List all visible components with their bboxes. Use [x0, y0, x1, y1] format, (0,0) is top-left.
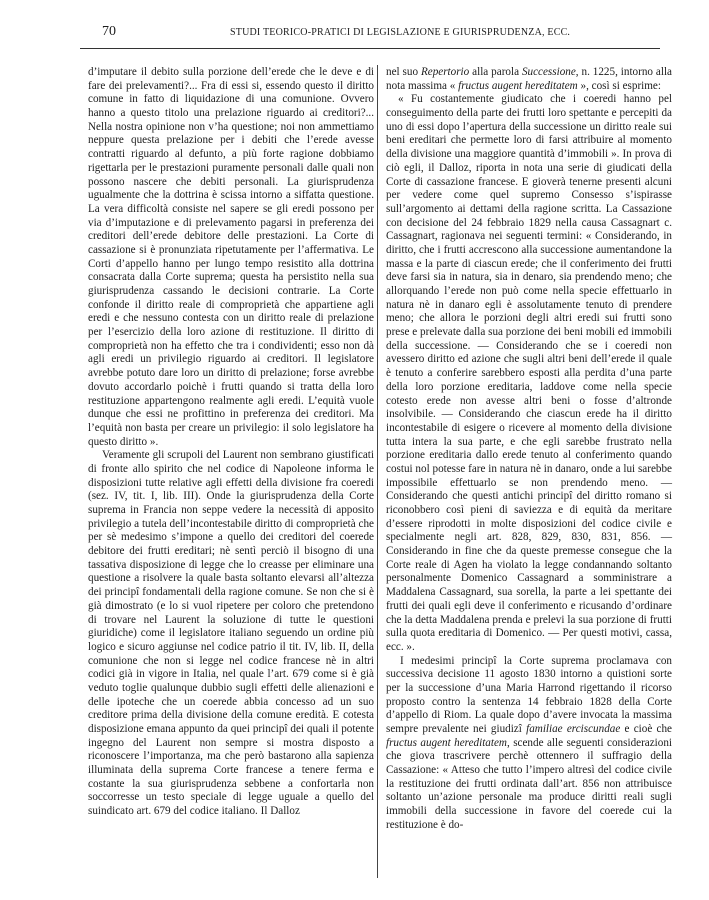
page-number: 70 — [102, 24, 116, 39]
text-run: , n. 1225, intorno alla nota massima « — [386, 66, 672, 92]
right-paragraph-2: « Fu costantemente giudicato che i coeredi hanno pel conseguimento della parte dei frutti loro spettante e percepiti da uno di essi dopo l’apertura della successione un diritto reale sui beni ereditari che permette loro di farsi attribuire al momento della divisione una maggiore quantità d’immobili ». In prova di ciò egli, il Dalloz, riporta in nota una serie di giudicati della Corte di cassazione francese. E gioverà tenerne presenti alcuni per vedere come quel supremo Consesso s’ispirasse sull’argomento ai dettami della ragione scritta. La Cassazione con decisione del 24 febbraio 1829 nella causa Cassagnart c. Cassagnart, ragionava nei seguenti termini: « Considerando, in diritto, che i frutti accrescono alla successione aumentandone la massa e la parte di ciascun erede; che il conferimento dei frutti deve farsi sia in natura, sia in denaro, sia prendendo meno; che allorquando l’erede non può come nella specie effettuarlo in natura nè in danaro egli è assolutamente tenuto di prendere meno; che allora le porzioni degli altri eredi sui frutti sono prese e prelevate dalla sua porzione dei beni mobili ed immobili della successione. — Considerando che se i coeredi non avessero diritto ed azione che sugli altri beni dell’erede il quale è tenuto a conferire sarebbero esposti alla perdita d’una parte della loro porzione ereditaria, laddove come nella specie cotesto erede non avesse altri beni o fosse d’altronde insolvibile. — Considerando che ciascun erede ha il diritto incontestabile di esigere o ricevere al momento della divisione tutta intera la sua parte, e che egli sarebbe frustrato nella porzione ereditaria dallo erede tenuto al conferimento quando costui nol potesse fare in natura nè in danaro, onde a lui sarebbe impossibile effettuarlo se non prendendo meno. — Considerando che questi antichi principî del diritto romano si riconobbero così pieni di saviezza e di equità da meritare d’essere riprodotti in molte disposizioni del codice civile e specialmente negli art. 828, 829, 830, 831, 856. — Considerando in fine che da queste premesse consegue che la Corte reale di Agen ha violato la legge condannando soltanto personalmente Domenico Cassagnard a somministrare a Maddalena Cassagnard, sua sorella, la parte a lei spettante dei frutti dei quali egli deve il conferimento e ricusando d’ordinare che la detta Maddalena prenda e prelevi la sua porzione di frutti sulla quota ereditaria di Domenico. — Per questi motivi, cassa, ecc. ». — [386, 93, 672, 653]
latin-maxim: fructus augent hereditatem — [386, 736, 507, 749]
text-run: I medesimi principî la Corte suprema proclamava con successiva decisione 11 agosto 1830 intorno a quistioni sorte per la successione d’una Maria Harrond rigettando il ricorso proposto contro la sentenza 14 febbraio 1828 della Corte d’appello di Riom. La quale dopo d’avere invocata la massima sempre prevalente nei giudizî — [386, 654, 672, 735]
latin-maxim: familiae erciscundae — [526, 723, 621, 735]
text-run: e cioè che — [620, 723, 672, 735]
right-paragraph-1 — [386, 66, 672, 93]
latin-maxim: fructus augent hereditatem — [458, 79, 578, 92]
right-paragraph-3 — [386, 655, 672, 833]
italic-reference: Repertorio — [420, 66, 470, 78]
text-run: , scende alle seguenti considerazioni che giova trascrivere perchè ottennero il suffragio della Cassazione: « Atteso che tutto l’impero altresì del codice civile la restituzione dei frutti ordinata dall’art. 856 non attribuisce soltanto un’azione personale ma produce diritti reali sugli immobili della successione in favore del coerede cui la restituzione è do- — [386, 736, 673, 831]
column-separator — [377, 65, 378, 878]
text-run: alla parola — [469, 66, 522, 78]
page-header — [80, 24, 640, 42]
left-paragraph-1: d’imputare il debito sulla porzione dell’erede che le deve e di fare dei prelevamenti?... Fra di essi si, essendo questo il diritto comune in fatto di liquidazione di una comunione. Ovvero hanno a questo titolo una prelazione riguardo ai creditori?... Nella nostra opinione non v’ha questione; noi non ammettiamo neppure questa prelazione per i debiti che l’erede avesse contratti riguardo al defunto, a più forte ragione dobbiamo rigettarla per le prestazioni puramente personali dalle quali non possono nascere che debiti personali. La giurisprudenza ugualmente che la dottrina è scissa intorno a siffatta questione. La vera difficoltà consiste nel sapere se gli eredi possono per via d’imputazione e di prelevamento pagarsi in preferenza dei creditori dell’erede debitore delle prestazioni. La Corte di cassazione si è pronunziata ripetutamente per l’affermativa. Le Corti d’appello hanno per lungo tempo resistito alla dottrina consacrata dalla Corte suprema; questa ha persistito nella sua giurisprudenza cassando le decisioni contrarie. La Corte confonde il diritto reale di comproprietà che appartiene agli eredi e che nessuno contesta con un diritto reale di prelazione per l’esercizio della loro azione di restituzione. Il diritto di comproprietà non ha effetto che tra i condividenti; esso non dà agli eredi un privilegio riguardo ai creditori. Il legislatore avrebbe potuto dare loro un diritto di prelazione; forse avrebbe dovuto accordarlo poichè i frutti quando si tratta della loro restituzione appartengono realmente agli eredi. L’equità vuole dunque che essi ne profittino in preferenza dei creditori. Ma l’equità non basta per creare un privilegio: il solo legislatore ha questo diritto ». — [88, 66, 374, 448]
right-column — [386, 66, 672, 833]
left-column — [88, 66, 374, 819]
header-rule — [80, 48, 660, 49]
italic-reference: Successione — [521, 66, 576, 78]
left-paragraph-2: Veramente gli scrupoli del Laurent non sembrano giustificati di fronte allo spirito che nel codice di Napoleone informa le disposizioni tutte relative agli effetti della divisione fra coeredi (sez. IV, tit. I, lib. III). Onde la giurisprudenza della Corte suprema in Francia non seppe vedere la necessità di apposito privilegio a tutela dell’incontestabile diritto di comproprietà che per sè medesimo s’impone a quello dei creditori del coerede debitore dei frutti ereditari; nè sentì perciò il bisogno di una tassativa disposizione di legge che lo creasse per eliminare una questione a risolvere la quale basta soltanto elevarsi all’altezza dei principî fondamentali della ragione comune. Se non che si è già dimostrato (e lo si vuol ripetere per coloro che pretendono di trovare nel Laurent la soluzione di tutte le questioni giuridiche) come il legislatore italiano seguendo un ordine più logico e sicuro aggiunse nel codice patrio il tit. IV, lib. II, della comunione che non si legge nel codice francese nè in altri codici già in vigore in Italia, nel quale l’art. 679 come si è già veduto toglie qualunque dubbio sugli effetti delle alienazioni e delle ipoteche che un coerede abbia concesso ad un suo creditore prima della divisione della comune eredità. E cotesta disposizione emana appunto da quei principî dei quali il potente ingegno del Laurent non sempre si mostra disposto a riconoscere l’importanza, ma che però bastarono alla sapienza illuminata della suprema Corte francese a tenere ferma e costante la sua giurisprudenza sebbene a confortarla non soccorresse un testo speciale di legge uguale a quello del suindicato art. 679 del codice italiano. Il Dalloz — [88, 449, 374, 818]
running-title: STUDI TEORICO-PRATICI DI LEGISLAZIONE E GIURISPRUDENZA, ECC. — [230, 27, 571, 38]
text-run: nel suo — [386, 66, 421, 78]
text-run: », così si esprime: — [577, 79, 661, 92]
